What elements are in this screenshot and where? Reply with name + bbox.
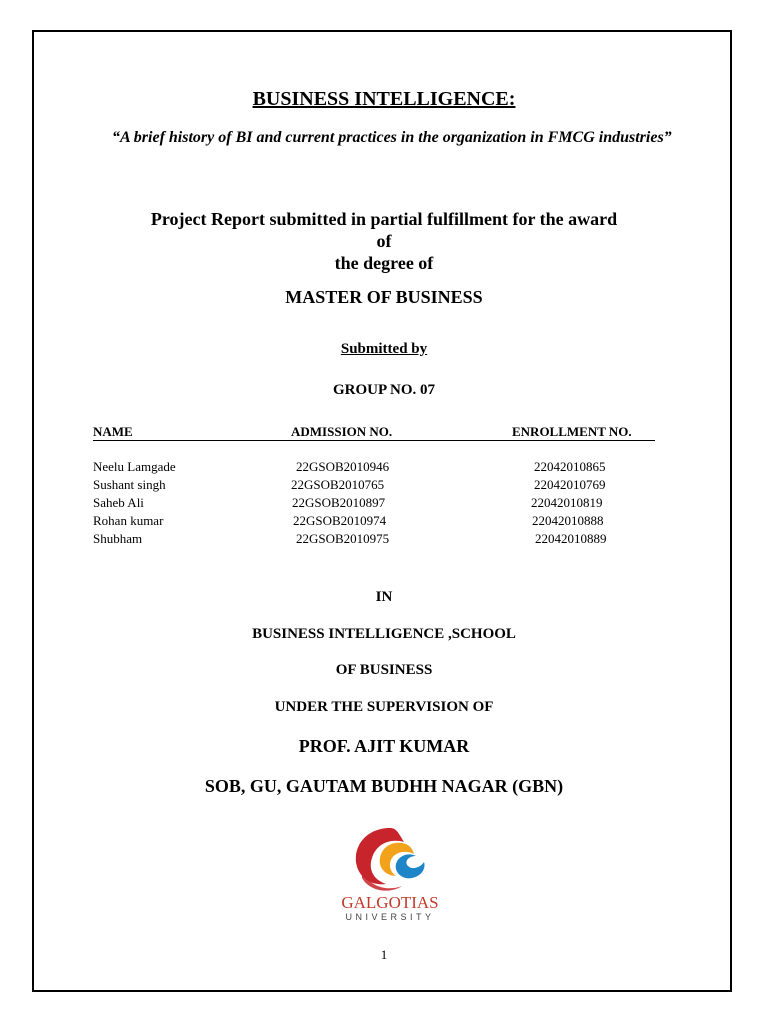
degree-name: MASTER OF BUSINESS: [285, 287, 483, 307]
project-line-1: Project Report submitted in partial fulfillment for the award: [150, 209, 618, 229]
student-name: Saheb Ali: [93, 495, 144, 510]
student-name: Shubham: [93, 531, 143, 546]
admission-number: 22GSOB2010974: [293, 513, 387, 528]
enrollment-number: 22042010769: [534, 477, 606, 492]
enrollment-number: 22042010865: [534, 459, 606, 474]
document-subtitle: “A brief history of BI and current practices in the organization in FMCG industries”: [112, 129, 672, 146]
admission-number: 22GSOB2010946: [296, 459, 390, 474]
admission-number: 22GSOB2010897: [292, 495, 386, 510]
enrollment-number: 22042010819: [531, 495, 603, 510]
header-admission: ADMISSION NO.: [291, 424, 393, 439]
header-enrollment: ENROLLMENT NO.: [512, 424, 632, 439]
in-label: IN: [375, 589, 393, 605]
student-name: Rohan kumar: [93, 513, 164, 528]
svg-text:UNIVERSITY: UNIVERSITY: [345, 912, 435, 922]
school-line-2: OF BUSINESS: [335, 662, 433, 678]
project-line-3: the degree of: [334, 253, 434, 273]
header-underline: [93, 440, 655, 441]
student-name: Neelu Lamgade: [93, 459, 176, 474]
header-name: NAME: [93, 424, 133, 439]
supervision-line: UNDER THE SUPERVISION OF: [274, 699, 494, 715]
project-statement: [0, 208, 768, 274]
professor-name: PROF. AJIT KUMAR: [298, 736, 470, 756]
enrollment-number: 22042010888: [532, 513, 604, 528]
page-number: 1: [380, 947, 388, 962]
submitted-by-heading: Submitted by: [340, 341, 428, 357]
location-line: SOB, GU, GAUTAM BUDHH NAGAR (GBN): [204, 776, 564, 796]
project-line-2: of: [376, 231, 392, 251]
galgotias-emblem-icon: [328, 820, 452, 924]
school-line-1: BUSINESS INTELLIGENCE ,SCHOOL: [252, 626, 516, 642]
svg-text:GALGOTIAS: GALGOTIAS: [341, 893, 439, 912]
admission-number: 22GSOB2010765: [291, 477, 385, 492]
enrollment-number: 22042010889: [535, 531, 607, 546]
galgotias-university-logo: [328, 820, 452, 924]
document-title: BUSINESS INTELLIGENCE:: [252, 88, 516, 110]
group-number: GROUP NO. 07: [332, 382, 436, 398]
student-name: Sushant singh: [93, 477, 166, 492]
admission-number: 22GSOB2010975: [296, 531, 390, 546]
